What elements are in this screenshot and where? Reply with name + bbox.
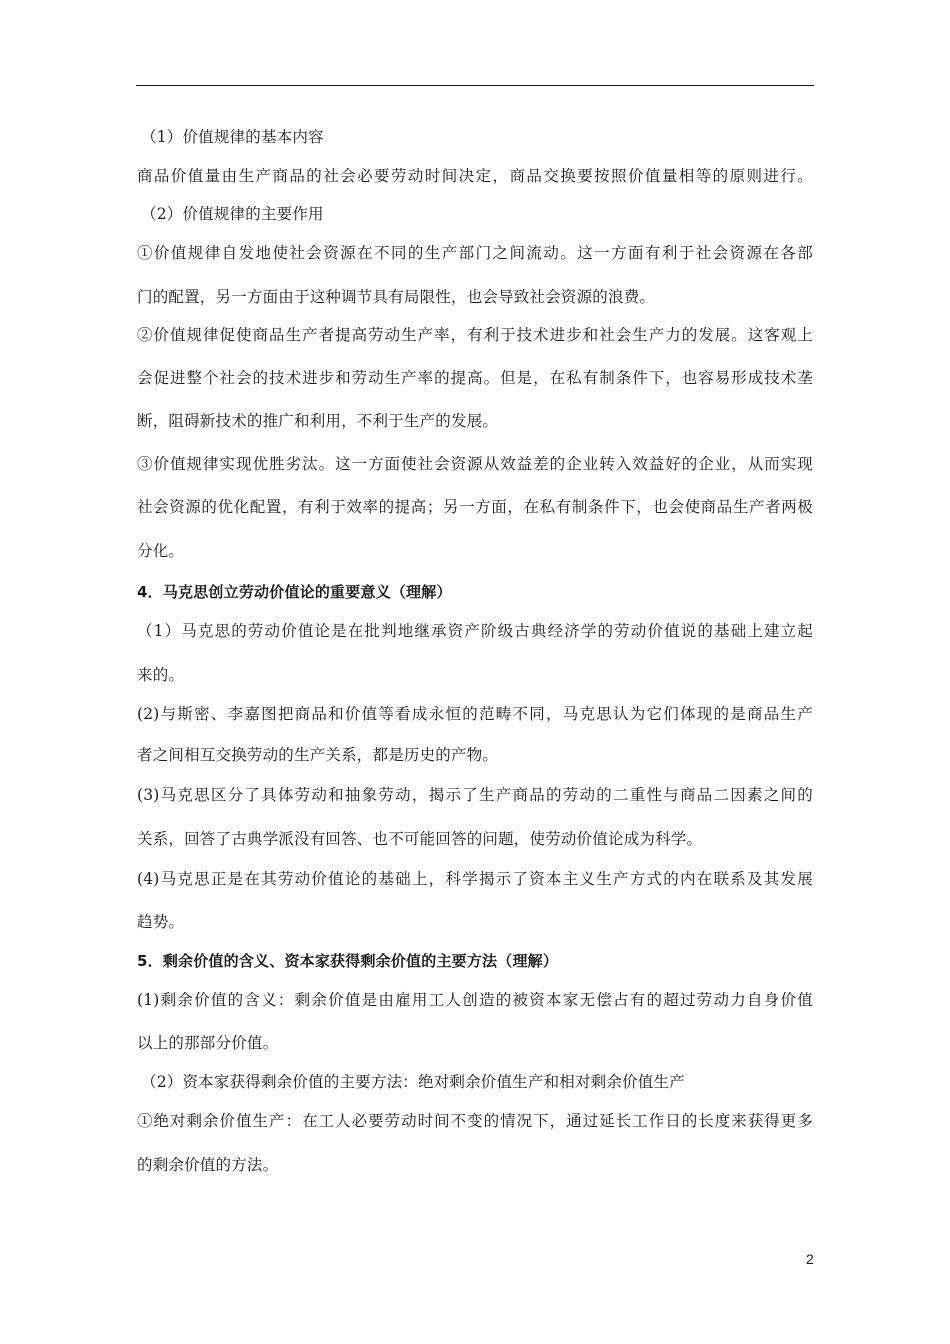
paragraph-line: (3)马克思区分了具体劳动和抽象劳动，揭示了生产商品的劳动的二重性与商品二因素之间的	[137, 786, 813, 804]
paragraph-line: ③价值规律实现优胜劣汰。这一方面使社会资源从效益差的企业转入效益好的企业，从而实现	[137, 455, 813, 473]
section-heading-5: 5．剩余价值的含义、资本家获得剩余价值的主要方法（理解）	[137, 952, 559, 970]
paragraph-line: 关系，回答了古典学派没有回答、也不可能回答的问题，使劳动价值论成为科学。	[137, 830, 703, 848]
paragraph-line: 会促进整个社会的技术进步和劳动生产率的提高。但是，在私有制条件下，也容易形成技术垄	[137, 369, 813, 387]
paragraph-line: 分化。	[137, 542, 185, 560]
paragraph-line: ②价值规律促使商品生产者提高劳动生产率，有利于技术进步和社会生产力的发展。这客观上	[137, 326, 813, 344]
paragraph-line: (2)与斯密、李嘉图把商品和价值等看成永恒的范畴不同，马克思认为它们体现的是商品生产	[137, 705, 813, 723]
paragraph-line: ①价值规律自发地使社会资源在不同的生产部门之间流动。这一方面有利于社会资源在各部	[137, 244, 813, 262]
paragraph-line: 趋势。	[137, 913, 185, 931]
paragraph-line: 者之间相互交换劳动的生产关系，都是历史的产物。	[137, 746, 499, 764]
paragraph-line: (4)马克思正是在其劳动价值论的基础上，科学揭示了资本主义生产方式的内在联系及其发展	[137, 870, 813, 888]
paragraph-line: 断，阻碍新技术的推广和利用，不利于生产的发展。	[137, 412, 499, 430]
paragraph-line: 社会资源的优化配置，有利于效率的提高；另一方面，在私有制条件下，也会使商品生产者两极	[137, 498, 813, 516]
paragraph-line: 的剩余价值的方法。	[137, 1156, 279, 1174]
paragraph-line: 门的配置，另一方面由于这种调节具有局限性，也会导致社会资源的浪费。	[137, 288, 656, 306]
page-number: 2	[806, 1251, 814, 1267]
paragraph-line: （1）马克思的劳动价值论是在批判地继承资产阶级古典经济学的劳动价值说的基础上建立起	[137, 622, 813, 640]
section-heading-4: 4．马克思创立劳动价值论的重要意义（理解）	[137, 583, 452, 601]
paragraph-line: ①绝对剩余价值生产：在工人必要劳动时间不变的情况下，通过延长工作日的长度来获得更多	[137, 1112, 813, 1130]
subheading-value-law-content: （1）价值规律的基本内容	[141, 128, 324, 146]
header-rule	[136, 85, 814, 86]
paragraph-line: 商品价值量由生产商品的社会必要劳动时间决定，商品交换要按照价值量相等的原则进行。	[137, 167, 813, 185]
paragraph-line: (1)剩余价值的含义：剩余价值是由雇用工人创造的被资本家无偿占有的超过劳动力自身价值	[137, 991, 813, 1009]
paragraph-line: 来的。	[137, 666, 185, 684]
subheading-value-law-role: （2）价值规律的主要作用	[141, 205, 324, 223]
subheading-surplus-methods: （2）资本家获得剩余价值的主要方法：绝对剩余价值生产和相对剩余价值生产	[141, 1073, 685, 1091]
paragraph-line: 以上的那部分价值。	[137, 1034, 279, 1052]
